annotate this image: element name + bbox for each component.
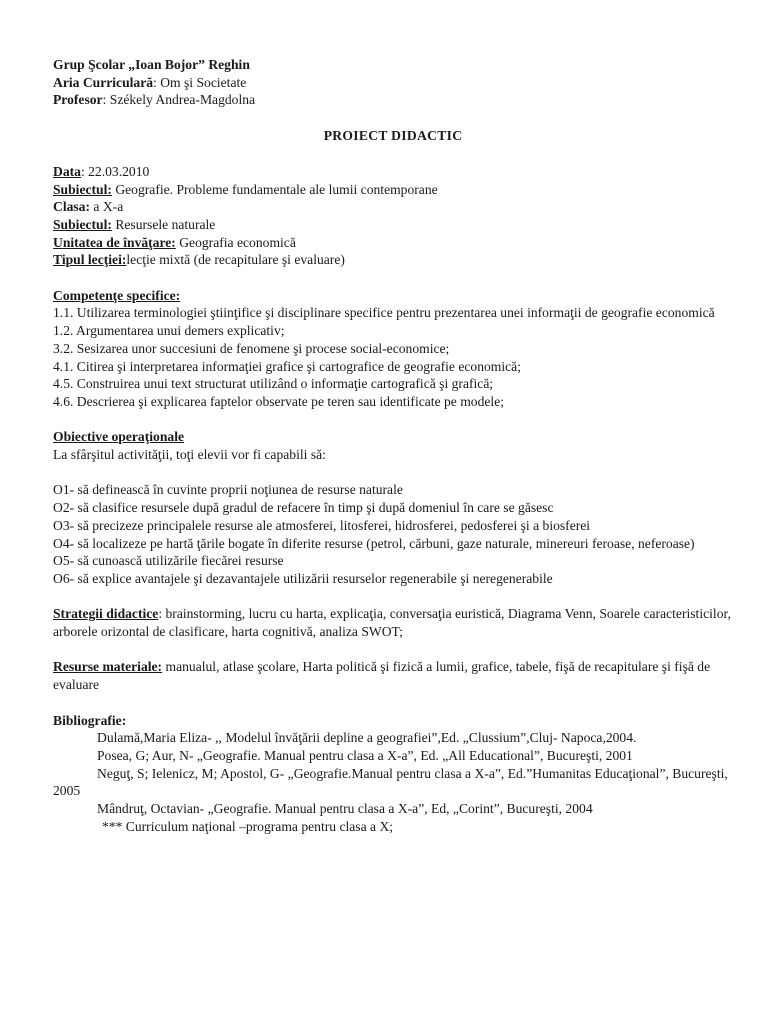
document-page <box>53 56 733 835</box>
obiectiv-item: O6- să explice avantajele şi dezavantajele utilizării resurselor regenerabile şi neregenerabile <box>53 570 553 586</box>
document-title: PROIECT DIDACTIC <box>323 128 463 144</box>
bibliografie-heading: Bibliografie: <box>53 712 127 728</box>
school-name: Grup Şcolar „Ioan Bojor” Reghin <box>53 57 250 72</box>
competenta-item: 4.5. Construirea unui text structurat utilizând o informaţie cartografică şi grafică; <box>53 376 494 392</box>
strategii-didactice: Strategii didactice: brainstorming, lucru cu harta, explicaţia, conversaţia euristică, Diagrama Venn, Soarele caracteristicilor, arborele orizontal de clasificare, harta cognitivă, analiza SWOT; <box>53 606 731 640</box>
subiectul-line-2: Subiectul: Resursele naturale <box>53 216 216 232</box>
obiective-intro: La sfârşitul activităţii, toţi elevii vor fi capabili să: <box>53 447 326 463</box>
competenta-item: 4.6. Descrierea şi explicarea faptelor observate pe teren sau identificate pe modele; <box>53 393 505 409</box>
competenta-item: 4.1. Citirea şi interpretarea informaţiei grafice şi cartografice de geografie economică; <box>53 358 521 374</box>
subiectul-line-1: Subiectul: Geografie. Probleme fundamentale ale lumii contemporane <box>53 181 438 197</box>
bibliografie-item: Posea, G; Aur, N- „Geografie. Manual pentru clasa a X-a”, Ed. „All Educational”, Bucureşti, 2001 <box>97 747 633 763</box>
competente-heading: Competenţe specifice: <box>53 287 181 303</box>
bibliografie-item: Dulamă,Maria Eliza- ,, Modelul învăţării depline a geografiei”,Ed. „Clussium”,Cluj- Napoca,2004. <box>97 730 637 746</box>
resurse-materiale: Resurse materiale: manualul, atlase şcolare, Harta politică şi fizică a lumii, grafice, tabele, fişă de recapitulare şi fişă de evaluare <box>53 659 711 693</box>
data-line: Data: 22.03.2010 <box>53 163 150 179</box>
obiectiv-item: O1- să definească în cuvinte proprii noţiunea de resurse naturale <box>53 482 403 498</box>
obiective-heading: Obiective operaţionale <box>53 429 184 445</box>
competenta-item: 1.1. Utilizarea terminologiei ştiinţifice şi disciplinare specifice pentru prezentarea unei informaţii de geografie economică <box>53 305 715 321</box>
competenta-item: 1.2. Argumentarea unui demers explicativ; <box>53 323 285 339</box>
profesor: Profesor: Székely Andrea-Magdolna <box>53 92 256 108</box>
bibliografie-item-curriculum: *** Curriculum naţional –programa pentru clasa a X; <box>102 818 394 834</box>
obiectiv-item: O5- să cunoască utilizările fiecărei resurse <box>53 553 284 569</box>
clasa-line: Clasa: a X-a <box>53 199 124 215</box>
bibliografie-item: Neguţ, S; Ielenicz, M; Apostol, G- „Geografie.Manual pentru clasa a X-a”, Ed.”Humanitas Educaţional”, Bucureşti, 2005 <box>53 765 728 799</box>
unitatea-line: Unitatea de învăţare: Geografia economică <box>53 234 296 250</box>
obiectiv-item: O4- să localizeze pe hartă ţările bogate în diferite resurse (petrol, cărbuni, gaze naturale, minereuri feroase, neferoase) <box>53 535 695 551</box>
bibliografie-item: Mândruţ, Octavian- „Geografie. Manual pentru clasa a X-a”, Ed, „Corint”, Bucureşti, 2004 <box>97 801 593 817</box>
obiectiv-item: O3- să precizeze principalele resurse ale atmosferei, litosferei, hidrosferei, pedosferei şi a biosferei <box>53 517 591 533</box>
aria-curriculara: Aria Curriculară: Om şi Societate <box>53 74 247 90</box>
competenta-item: 3.2. Sesizarea unor succesiuni de fenomene şi procese social-economice; <box>53 340 450 356</box>
obiectiv-item: O2- să clasifice resursele după gradul de refacere în timp şi după domeniul în care se găsesc <box>53 500 554 516</box>
tipul-line: Tipul lecţiei:lecţie mixtă (de recapitulare şi evaluare) <box>53 252 345 268</box>
